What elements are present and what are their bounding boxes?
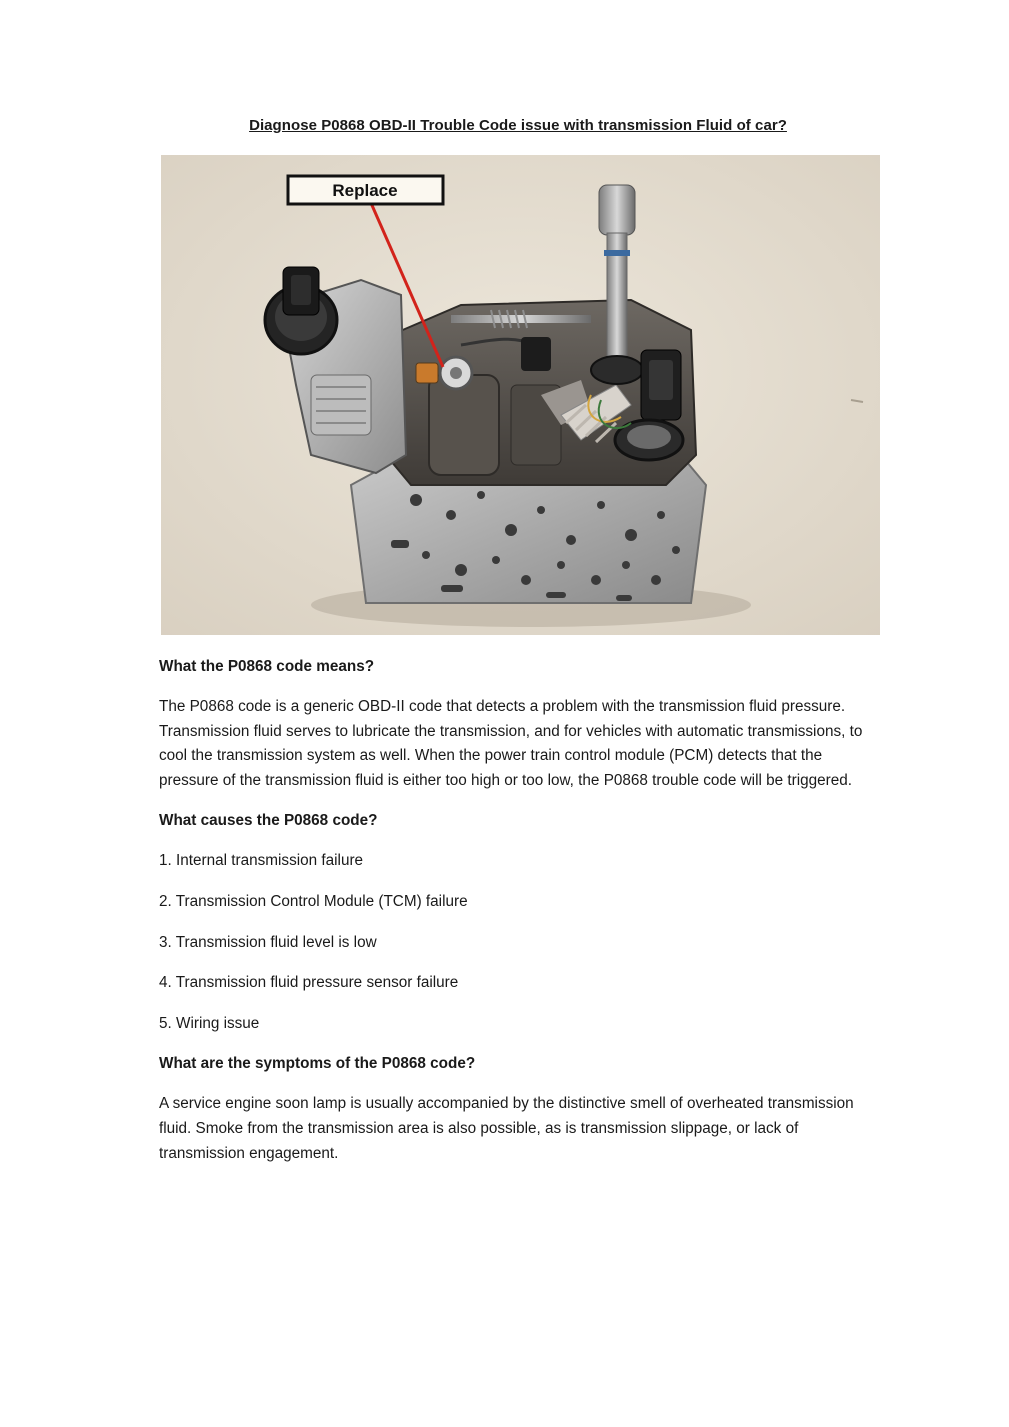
callout-label: Replace [332, 181, 398, 200]
symptoms-heading: What are the symptoms of the P0868 code? [159, 1055, 476, 1073]
symptoms-paragraph: A service engine soon lamp is usually accompanied by the distinctive smell of overheated transmission fluid. Smoke from the transmission area is also possible, as is transmission slippage, or lack of transmission engagement. [159, 1095, 854, 1162]
article-body [159, 655, 884, 1182]
page-title: Diagnose P0868 OBD-II Trouble Code issue with transmission Fluid of car? [249, 117, 787, 134]
cause-item: 2. Transmission Control Module (TCM) failure [159, 892, 468, 910]
cause-item: 5. Wiring issue [159, 1014, 260, 1032]
valve-body-illustration [161, 155, 880, 635]
meaning-paragraph: The P0868 code is a generic OBD-II code that detects a problem with the transmission fluid pressure. Transmission fluid serves to lubricate the transmission, and for vehicles with automatic transmissions, to cool the transmission system as well. When the power train control module (PCM) detects that the pressure of the transmission fluid is either too high or too low, the P0868 trouble code will be triggered. [159, 698, 863, 789]
cause-item: 3. Transmission fluid level is low [159, 933, 377, 951]
cause-item: 1. Internal transmission failure [159, 852, 364, 870]
cause-item: 4. Transmission fluid pressure sensor failure [159, 974, 459, 992]
meaning-heading: What the P0868 code means? [159, 658, 375, 675]
causes-heading: What causes the P0868 code? [159, 812, 378, 830]
valve-body-photo [161, 155, 880, 635]
